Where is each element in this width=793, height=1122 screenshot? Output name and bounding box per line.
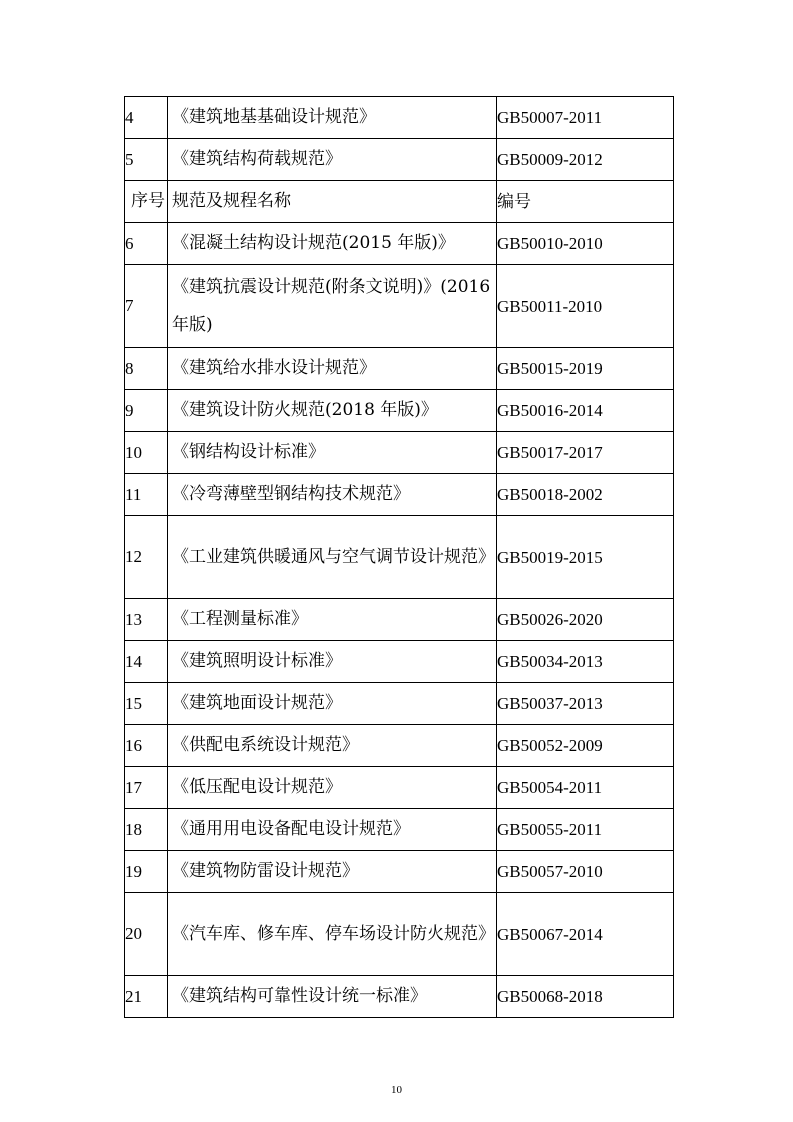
table-row [125,599,674,641]
standard-code: GB50011-2010 [497,265,674,348]
standards-table [124,96,674,1018]
row-number: 9 [125,390,168,432]
standard-name: 《建筑给水排水设计规范》 [168,348,497,390]
row-number: 8 [125,348,168,390]
header-seq: 序号 [125,181,168,223]
row-number: 12 [125,516,168,599]
standard-code: GB50018-2002 [497,474,674,516]
standard-code: GB50055-2011 [497,809,674,851]
row-number: 15 [125,683,168,725]
standard-code: GB50037-2013 [497,683,674,725]
standard-code: GB50017-2017 [497,432,674,474]
row-number: 7 [125,265,168,348]
standard-name: 《建筑物防雷设计规范》 [168,851,497,893]
standard-code: GB50052-2009 [497,725,674,767]
table-row [125,348,674,390]
standard-name: 《工业建筑供暖通风与空气调节设计规范》 [168,516,497,599]
standard-name: 《混凝土结构设计规范(2015 年版)》 [168,223,497,265]
standard-code: GB50007-2011 [497,97,674,139]
row-number: 10 [125,432,168,474]
row-number: 16 [125,725,168,767]
table-row [125,809,674,851]
standard-code: GB50009-2012 [497,139,674,181]
table-row [125,893,674,976]
standard-name: 《建筑地基基础设计规范》 [168,97,497,139]
standard-code: GB50054-2011 [497,767,674,809]
row-number: 17 [125,767,168,809]
row-number: 4 [125,97,168,139]
standard-code: GB50010-2010 [497,223,674,265]
row-number: 13 [125,599,168,641]
row-number: 14 [125,641,168,683]
row-number: 5 [125,139,168,181]
table-row [125,641,674,683]
standard-code: GB50068-2018 [497,976,674,1018]
standard-name: 《建筑地面设计规范》 [168,683,497,725]
standard-code: GB50067-2014 [497,893,674,976]
standard-name: 《建筑结构荷载规范》 [168,139,497,181]
standard-name: 《汽车库、修车库、停车场设计防火规范》 [168,893,497,976]
standard-code: GB50016-2014 [497,390,674,432]
standard-name: 《建筑设计防火规范(2018 年版)》 [168,390,497,432]
standard-code: GB50019-2015 [497,516,674,599]
standard-name: 《建筑抗震设计规范(附条文说明)》(2016 年版) [168,265,497,348]
table-row [125,265,674,348]
table-row [125,223,674,265]
row-number: 11 [125,474,168,516]
row-number: 18 [125,809,168,851]
row-number: 6 [125,223,168,265]
standard-name: 《工程测量标准》 [168,599,497,641]
table-row [125,474,674,516]
row-number: 19 [125,851,168,893]
standard-name: 《通用用电设备配电设计规范》 [168,809,497,851]
table-row [125,851,674,893]
table-row [125,725,674,767]
header-name: 规范及规程名称 [168,181,497,223]
standard-code: GB50034-2013 [497,641,674,683]
standard-code: GB50057-2010 [497,851,674,893]
standard-name: 《钢结构设计标准》 [168,432,497,474]
table-header-row [125,181,674,223]
table-row [125,516,674,599]
table-row [125,139,674,181]
row-number: 20 [125,893,168,976]
header-code: 编号 [497,181,674,223]
standard-code: GB50015-2019 [497,348,674,390]
standard-name: 《冷弯薄壁型钢结构技术规范》 [168,474,497,516]
standard-code: GB50026-2020 [497,599,674,641]
table-row [125,683,674,725]
standard-name: 《供配电系统设计规范》 [168,725,497,767]
table-row [125,432,674,474]
table-row [125,390,674,432]
table-row [125,767,674,809]
standard-name: 《建筑结构可靠性设计统一标准》 [168,976,497,1018]
row-number: 21 [125,976,168,1018]
page-number: 10 [391,1084,402,1096]
table-row [125,976,674,1018]
table-row [125,97,674,139]
standard-name: 《低压配电设计规范》 [168,767,497,809]
standard-name: 《建筑照明设计标准》 [168,641,497,683]
